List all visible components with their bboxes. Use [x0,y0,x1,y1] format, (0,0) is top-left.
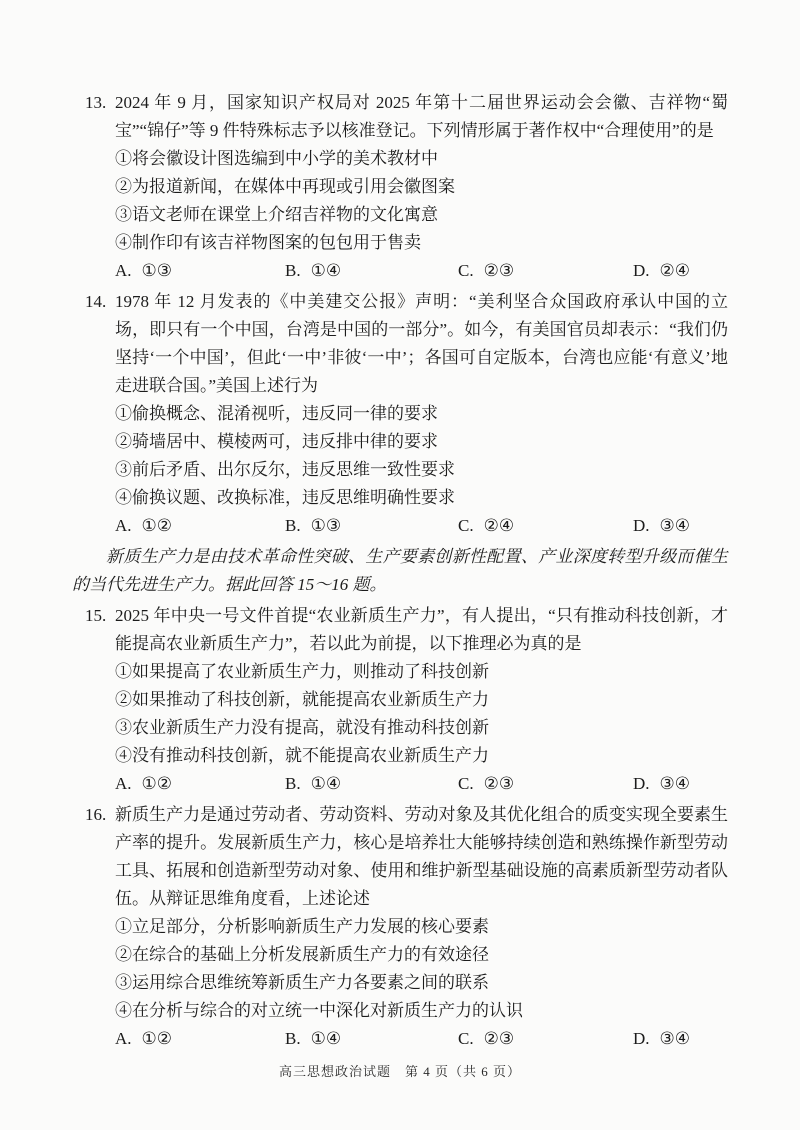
option-label: C. [458,516,474,535]
option-value: ①④ [310,1029,342,1048]
options-row [115,770,728,798]
option-d [633,1025,728,1053]
page-footer: 高三思想政治试题 第 4 页（共 6 页） [278,1064,521,1079]
option-c [458,1025,633,1053]
options-row [115,512,728,540]
option-d [633,770,728,798]
choice-item-3: ③前后矛盾、出尔反尔，违反思维一致性要求 [115,460,455,479]
choice-item-1: ①如果提高了农业新质生产力，则推动了科技创新 [115,662,489,681]
question-stem: 1978 年 12 月发表的《中美建交公报》声明：“美利坚合众国政府承认中国的立场，即只有一个中国，台湾是中国的一部分”。如今，有美国官员却表示：“我们仍坚持‘一个中国’，但此‘一中’非彼‘一中’；各国可自定版本，台湾也应能‘有意义’地走进联合国。”美国上述行为 [115,292,728,395]
choice-item-1: ①偷换概念、混淆视听，违反同一律的要求 [115,404,438,423]
option-label: C. [458,774,474,793]
choice-item-4: ④没有推动科技创新，就不能提高农业新质生产力 [115,746,489,765]
passage-15-16: 新质生产力是由技术革命性突破、生产要素创新性配置、产业深度转型升级而催生的当代先进生产力。据此回答 15～16 题。 [72,547,728,594]
question-14 [72,288,728,540]
option-value: ①④ [310,261,342,280]
choice-item-4: ④在分析与综合的对立统一中深化对新质生产力的认识 [115,1001,523,1020]
option-label: A. [115,516,132,535]
choice-item-2: ②在综合的基础上分析发展新质生产力的有效途径 [115,945,489,964]
option-label: D. [633,1029,650,1048]
question-stem: 新质生产力是通过劳动者、劳动资料、劳动对象及其优化组合的质变实现全要素生产率的提升。发展新质生产力，核心是培养壮大能够持续创造和熟练操作新型劳动工具、拓展和创造新型劳动对象、使用和维护新型基础设施的高素质新型劳动者队伍。从辩证思维角度看，上述论述 [115,805,728,908]
option-value: ②④ [483,516,515,535]
option-label: C. [458,1029,474,1048]
choice-item-4: ④制作印有该吉祥物图案的包包用于售卖 [115,233,421,252]
option-value: ①③ [141,261,173,280]
option-label: B. [285,774,301,793]
option-b [285,512,458,540]
choice-item-1: ①将会徽设计图选编到中小学的美术教材中 [115,149,438,168]
option-label: B. [285,261,301,280]
option-value: ②③ [483,1029,515,1048]
question-number: 15. [85,606,107,625]
choice-item-3: ③语文老师在课堂上介绍吉祥物的文化寓意 [115,205,438,224]
choice-item-2: ②如果推动了科技创新，就能提高农业新质生产力 [115,690,489,709]
option-b [285,257,458,285]
option-label: A. [115,774,132,793]
option-value: ①④ [310,774,342,793]
option-label: A. [115,1029,132,1048]
option-label: D. [633,516,650,535]
option-c [458,512,633,540]
question-15 [72,602,728,798]
options-row [115,257,728,285]
option-label: C. [458,261,474,280]
choice-item-2: ②为报道新闻，在媒体中再现或引用会徽图案 [115,177,455,196]
option-value: ③④ [659,774,691,793]
option-value: ①② [141,774,173,793]
question-number: 14. [85,292,107,311]
option-value: ②③ [483,774,515,793]
option-c [458,257,633,285]
option-label: D. [633,774,650,793]
option-value: ③④ [659,516,691,535]
choice-item-3: ③运用综合思维统筹新质生产力各要素之间的联系 [115,973,489,992]
choice-item-4: ④偷换议题、改换标准，违反思维明确性要求 [115,488,455,507]
options-row [115,1025,728,1053]
option-b [285,1025,458,1053]
option-label: D. [633,261,650,280]
option-d [633,257,728,285]
option-value: ③④ [659,1029,691,1048]
option-b [285,770,458,798]
question-stem: 2025 年中央一号文件首提“农业新质生产力”，有人提出，“只有推动科技创新，才能提高农业新质生产力”，若以此为前提，以下推理必为真的是 [115,606,728,653]
option-value: ①③ [310,516,342,535]
question-number: 16. [85,805,107,824]
option-value: ②③ [483,261,515,280]
choice-item-3: ③农业新质生产力没有提高，就没有推动科技创新 [115,718,489,737]
question-13 [72,89,728,285]
option-a [115,1025,285,1053]
choice-item-2: ②骑墙居中、模棱两可，违反排中律的要求 [115,432,438,451]
option-label: A. [115,261,132,280]
option-a [115,512,285,540]
option-value: ①② [141,1029,173,1048]
question-16 [72,801,728,1053]
option-label: B. [285,516,301,535]
option-value: ②④ [659,261,691,280]
option-a [115,770,285,798]
question-number: 13. [85,93,107,112]
choice-item-1: ①立足部分，分析影响新质生产力发展的核心要素 [115,917,489,936]
option-d [633,512,728,540]
option-c [458,770,633,798]
option-a [115,257,285,285]
option-value: ①② [141,516,173,535]
option-label: B. [285,1029,301,1048]
question-stem: 2024 年 9 月，国家知识产权局对 2025 年第十二届世界运动会会徽、吉祥物“蜀宝”“锦仔”等 9 件特殊标志予以核准登记。下列情形属于著作权中“合理使用”的是 [115,93,728,140]
